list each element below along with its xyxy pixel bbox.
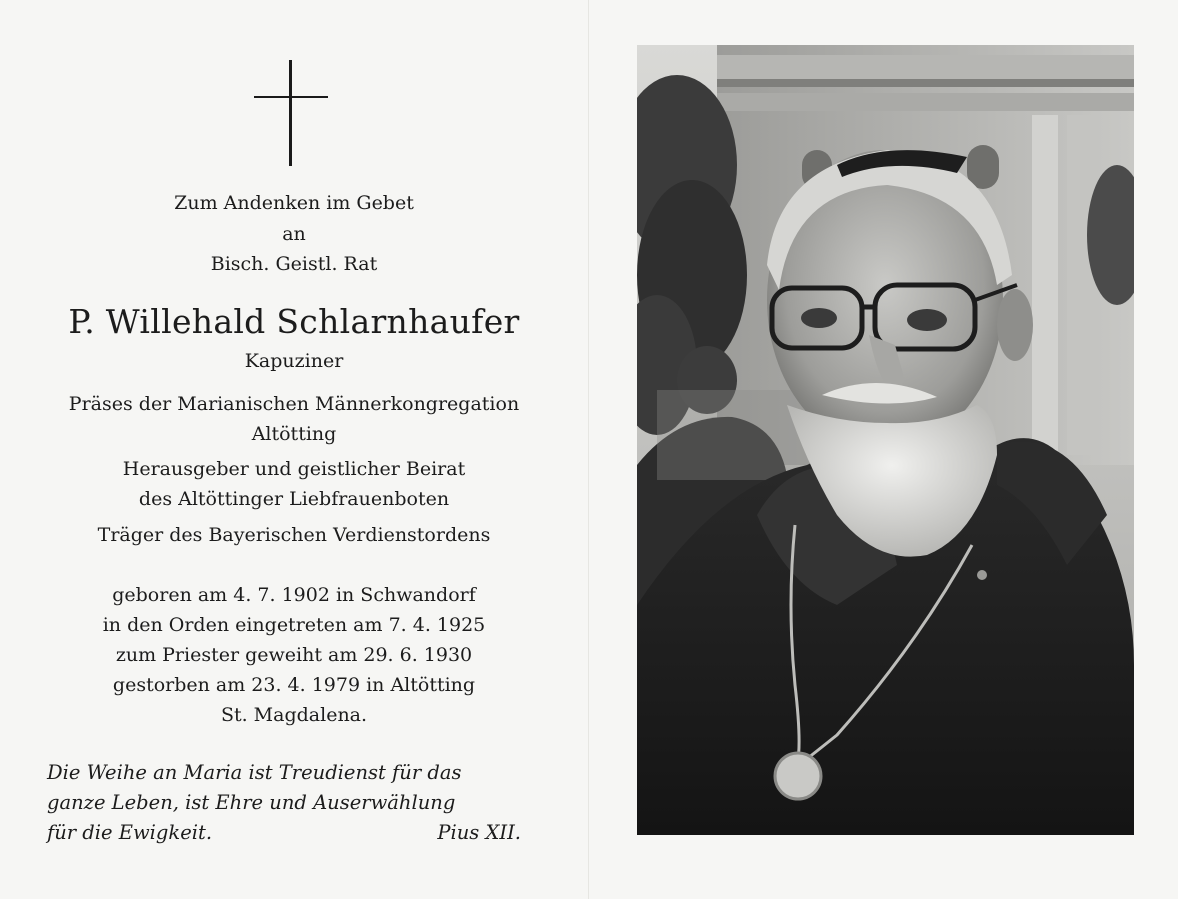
clerical-rank: Bisch. Geistl. Rat xyxy=(210,253,378,275)
cross-icon xyxy=(254,60,328,166)
religious-order: Kapuziner xyxy=(244,350,344,372)
preposition: an xyxy=(282,223,306,245)
life-event-line: zum Priester geweiht am 29. 6. 1930 xyxy=(115,644,473,666)
portrait-photo xyxy=(637,45,1134,835)
life-event-line: St. Magdalena. xyxy=(220,704,368,726)
role-line: Träger des Bayerischen Verdienstordens xyxy=(97,524,491,546)
role-line: des Altöttinger Liebfrauenboten xyxy=(138,488,450,510)
quote-last-line xyxy=(47,818,521,848)
life-event-line: in den Orden eingetreten am 7. 4. 1925 xyxy=(102,614,486,636)
quote-line: Die Weihe an Maria ist Treudienst für das xyxy=(47,761,462,784)
deceased-name: P. Willehald Schlarnhaufer xyxy=(68,302,520,341)
card-fold xyxy=(588,0,589,899)
role-line: Herausgeber und geistlicher Beirat xyxy=(122,458,466,480)
quote-author: Pius XII. xyxy=(437,821,521,844)
role-line: Präses der Marianischen Männerkongregation xyxy=(68,393,520,415)
life-event-line: gestorben am 23. 4. 1979 in Altötting xyxy=(112,674,476,696)
text-panel xyxy=(0,0,588,899)
memorial-header: Zum Andenken im Gebet xyxy=(174,192,414,214)
role-line: Altötting xyxy=(251,423,337,445)
life-event-line: geboren am 4. 7. 1902 in Schwandorf xyxy=(112,584,476,606)
quote-line: ganze Leben, ist Ehre und Auserwählung xyxy=(47,791,456,814)
quote-line: für die Ewigkeit. xyxy=(47,821,213,844)
